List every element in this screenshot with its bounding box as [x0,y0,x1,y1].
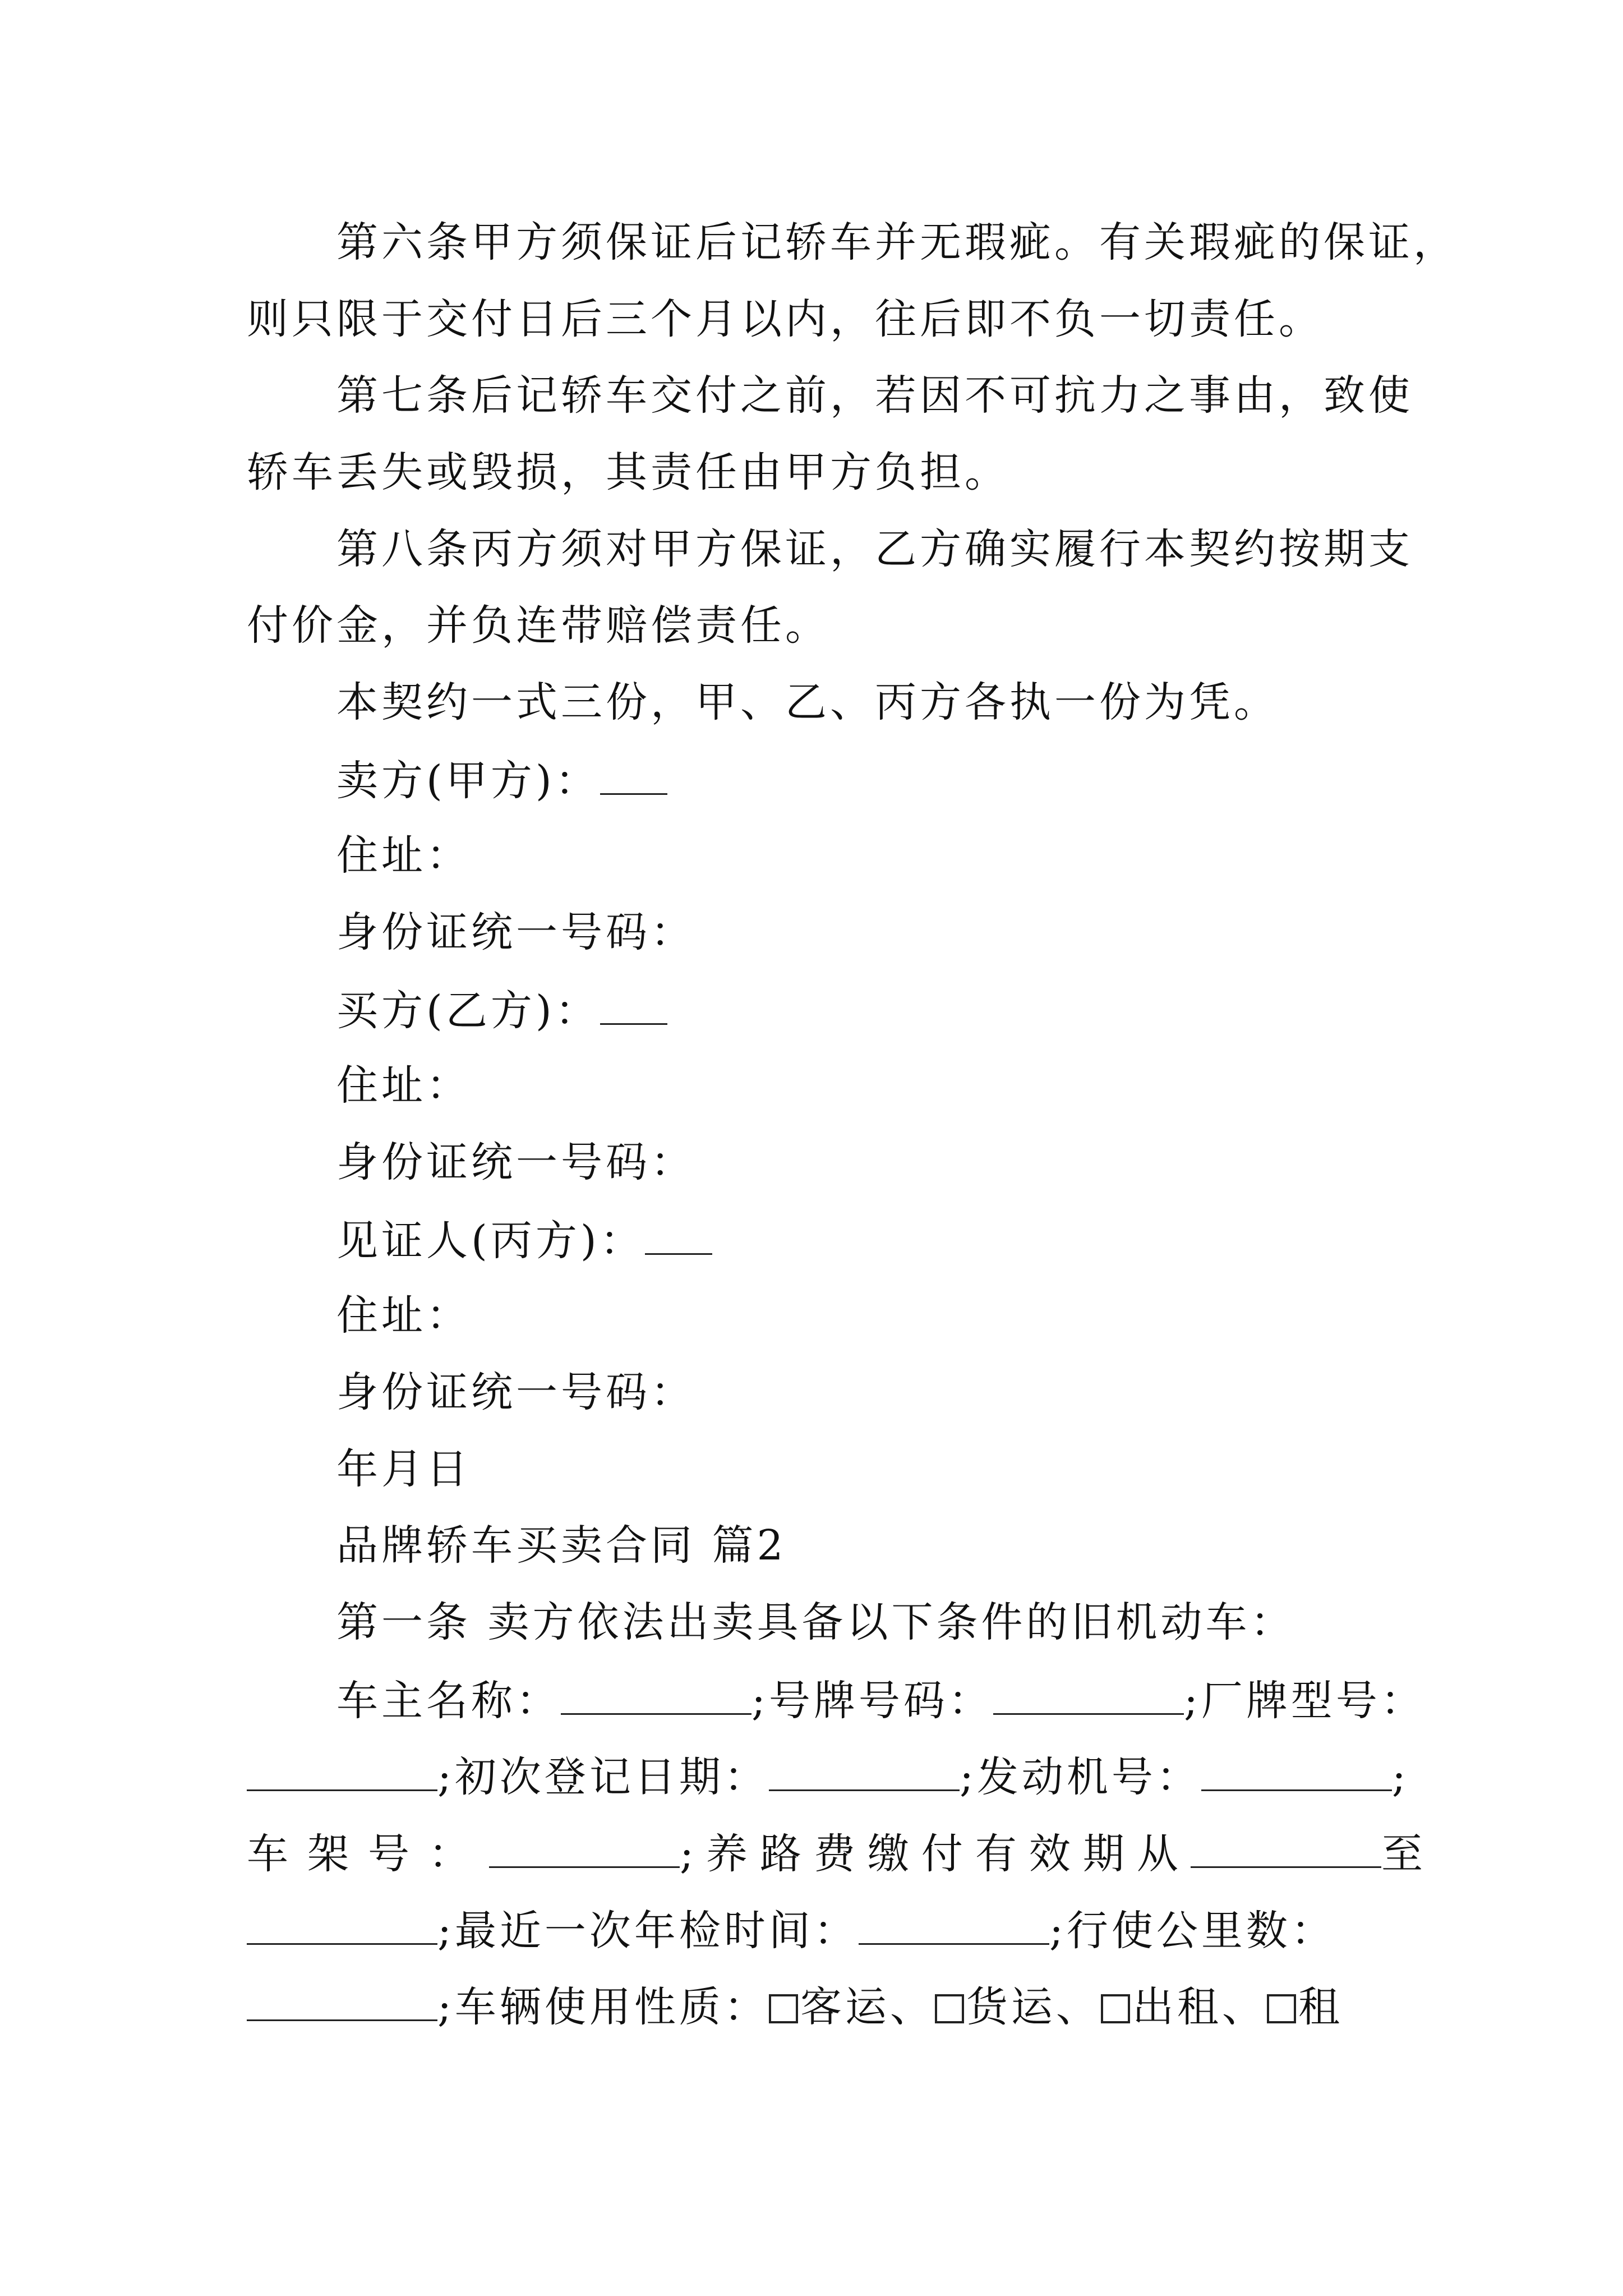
seller-blank [600,758,667,795]
checkbox-taxi[interactable] [1101,1994,1130,2023]
article-1-intro: 第一条 卖方依法出卖具备以下条件的旧机动车： [336,1598,1295,1646]
vehicle-line-1 [336,1677,1426,1725]
plate-no-label: ;号牌号码： [751,1677,993,1725]
frame-no-blank [489,1832,680,1868]
brand-model-label: ;厂牌型号： [1183,1677,1426,1725]
date-line: 年月日 [336,1445,471,1493]
option-rent: 租 [1298,1983,1343,2031]
witness-id: 身份证统一号码： [336,1368,695,1416]
owner-name-label: 车主名称： [336,1677,561,1725]
buyer-address: 住址： [336,1061,471,1110]
frame-no-label: 车架号： [247,1830,489,1878]
engine-no-blank [1201,1755,1392,1791]
road-fee-end-blank [247,1908,437,1945]
buyer-label: 买方(乙方)： [336,987,600,1035]
semicolon-mark: ; [1391,1753,1409,1801]
buyer-blank [600,988,667,1025]
article-6-line-2: 则只限于交付日后三个月以内，往后即不负一切责任。 [247,295,1324,343]
option-freight: 货运、 [966,1983,1101,2031]
article-8-line-2: 付价金，并负连带赔偿责任。 [247,601,830,650]
vehicle-line-4 [247,1907,1336,1955]
option-taxi: 出租、 [1132,1983,1267,2031]
article-7-line-1: 第七条后记轿车交付之前，若因不可抗力之事由，致使 [336,371,1413,420]
checkbox-passenger[interactable] [769,1994,798,2023]
seller-address: 住址： [336,831,471,880]
first-reg-blank [769,1755,960,1791]
vehicle-line-2 [247,1753,1409,1801]
usage-nature-label: ;车辆使用性质： [437,1983,769,2031]
seller-label: 卖方(甲方)： [336,757,600,805]
checkbox-rent[interactable] [1267,1994,1296,2023]
section-2-title: 品牌轿车买卖合同 篇2 [336,1521,787,1570]
last-inspection-label: ;最近一次年检时间： [437,1907,859,1955]
witness-label: 见证人(丙方)： [336,1217,645,1265]
engine-no-label: ;发动机号： [959,1753,1201,1801]
seller-line [336,757,667,805]
option-passenger: 客运、 [800,1983,935,2031]
road-fee-label: ;养路费缴付有效期从 [680,1830,1191,1878]
brand-model-blank [247,1755,437,1791]
buyer-line [336,987,667,1035]
road-fee-blank [1191,1832,1381,1868]
article-6-line-1: 第六条甲方须保证后记轿车并无瑕疵。有关瑕疵的保证， [336,218,1458,266]
article-7-line-2: 轿车丢失或毁损，其责任由甲方负担。 [247,448,1009,496]
to-label: 至 [1381,1830,1426,1878]
mileage-label: ;行使公里数： [1049,1907,1336,1955]
mileage-blank [247,1985,437,2021]
vehicle-line-5 [247,1983,1343,2031]
witness-blank [645,1218,712,1255]
witness-line [336,1217,712,1265]
first-reg-label: ;初次登记日期： [437,1753,769,1801]
plate-no-blank [993,1678,1184,1715]
buyer-id: 身份证统一号码： [336,1138,695,1186]
owner-name-blank [561,1678,751,1715]
last-inspection-blank [859,1908,1049,1945]
seller-id: 身份证统一号码： [336,908,695,956]
vehicle-line-3 [247,1830,1426,1878]
article-8-line-1: 第八条丙方须对甲方保证，乙方确实履行本契约按期支 [336,525,1413,573]
witness-address: 住址： [336,1291,471,1340]
copies-clause: 本契约一式三份，甲、乙、丙方各执一份为凭。 [336,678,1279,726]
checkbox-freight[interactable] [935,1994,964,2023]
